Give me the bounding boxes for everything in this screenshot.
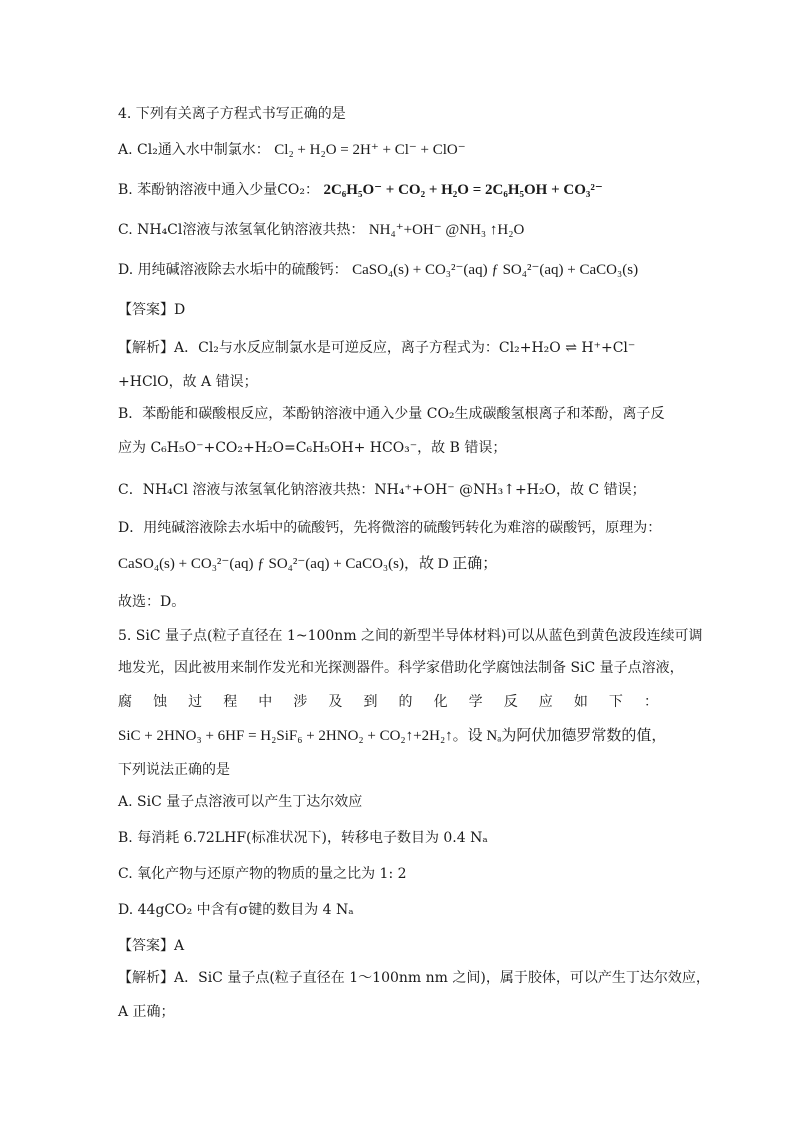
q4-option-b-equation: 2C₆H₅O⁻ + CO₂ + H₂O = 2C₆H₅OH + CO₃²⁻ xyxy=(323,182,603,198)
q4-explanation-d-equation: CaSO₄(s) + CO₃²⁻(aq) ƒ SO₄²⁻(aq) + CaCO₃(s)，故 D 正确； xyxy=(118,556,498,572)
q4-option-d-equation: CaSO₄(s) + CO₃²⁻(aq) ƒ SO₄²⁻(aq) + CaCO₃(s) xyxy=(352,262,639,278)
question-5-equation: SiC + 2HNO₃ + 6HF = H₂SiF₆ + 2HNO₂ + CO₂↑+2H₂↑。设 Nₐ为阿伏加德罗常数的值， xyxy=(118,728,667,744)
q5-answer: 【答案】A xyxy=(118,938,185,954)
q5-explanation-a-cont: A 正确； xyxy=(118,1004,175,1020)
q4-option-c-equation: NH₄⁺+OH⁻ @NH₃ ↑H₂O xyxy=(368,222,525,238)
stem-char: 的 xyxy=(398,694,413,710)
q5-explanation-a: 【解析】A．SiC 量子点(粒子直径在 1～100nm nm 之间)，属于胶体，可以产生丁达尔效应， xyxy=(118,970,710,986)
q5-option-d: D. 44gCO₂ 中含有σ键的数目为 4 Nₐ xyxy=(118,902,354,918)
stem-char: 反 xyxy=(503,694,518,710)
q4-option-d xyxy=(118,260,638,280)
stem-char: 学 xyxy=(468,694,483,710)
stem-char: 过 xyxy=(188,694,203,710)
q4-option-c-text: C. NH₄Cl溶液与浓氢氧化钠溶液共热： xyxy=(118,222,365,238)
question-4-stem: 4. 下列有关离子方程式书写正确的是 xyxy=(118,106,346,122)
q4-explanation-a: 【解析】A．Cl₂与水反应制氯水是可逆反应，离子方程式为：Cl₂+H₂O ⇌ H⁺+Cl⁻ xyxy=(118,340,636,356)
stem-char: 中 xyxy=(258,694,273,710)
stem-char: 应 xyxy=(538,694,553,710)
stem-char: 及 xyxy=(328,694,343,710)
question-5-stem-line-2: 地发光，因此被用来制作发光和光探测器件。科学家借助化学腐蚀法制备 SiC 量子点溶液， xyxy=(118,660,684,676)
q4-explanation-a-cont: +HClO，故 A 错误； xyxy=(118,374,258,390)
q4-option-c xyxy=(118,220,524,240)
q4-explanation-b-cont: 应为 C₆H₅O⁻+CO₂+H₂O=C₆H₅OH+ HCO₃⁻，故 B 错误； xyxy=(118,440,507,456)
stem-char: 程 xyxy=(223,694,238,710)
q5-option-c: C. 氧化产物与还原产物的物质的量之比为 1: 2 xyxy=(118,866,407,882)
question-5-stem-line-1: 5. SiC 量子点(粒子直径在 1~100nm 之间的新型半导体材料)可以从蓝色到黄色波段连续可调 xyxy=(118,628,703,644)
q4-option-d-text: D. 用纯碱溶液除去水垢中的硫酸钙： xyxy=(118,262,348,278)
question-5-stem-line-3 xyxy=(118,692,658,712)
q4-option-a xyxy=(118,140,466,160)
q4-option-a-equation: Cl₂ + H₂O = 2H⁺ + Cl⁻ + ClO⁻ xyxy=(274,142,466,158)
q4-option-a-text: A. Cl₂通入水中制氯水： xyxy=(118,142,270,158)
stem-char: 化 xyxy=(433,694,448,710)
stem-char: ： xyxy=(643,694,658,710)
q4-explanation-d: D．用纯碱溶液除去水垢中的硫酸钙，先将微溶的硫酸钙转化为难溶的碳酸钙，原理为： xyxy=(118,520,662,536)
stem-char: 腐 xyxy=(118,694,132,710)
q4-answer: 【答案】D xyxy=(118,302,186,318)
stem-char: 蚀 xyxy=(153,694,168,710)
question-5-stem-line-5: 下列说法正确的是 xyxy=(118,762,230,778)
q4-explanation-b: B．苯酚能和碳酸根反应，苯酚钠溶液中通入少量 CO₂生成碳酸氢根离子和苯酚，离子反 xyxy=(118,406,665,422)
stem-char: 如 xyxy=(573,694,588,710)
q4-explanation-c: C．NH₄Cl 溶液与浓氢氧化钠溶液共热：NH₄⁺+OH⁻ @NH₃↑+H₂O，故 C 错误； xyxy=(118,482,646,498)
q4-choose: 故选：D。 xyxy=(118,594,186,610)
q5-option-b: B. 每消耗 6.72LHF(标准状况下)，转移电子数目为 0.4 Nₐ xyxy=(118,830,488,846)
stem-char: 涉 xyxy=(293,694,308,710)
q5-option-a: A. SiC 量子点溶液可以产生丁达尔效应 xyxy=(118,794,363,810)
q4-option-b xyxy=(118,180,603,200)
q4-option-b-text: B. 苯酚钠溶液中通入少量CO₂： xyxy=(118,182,319,198)
stem-char: 下 xyxy=(608,694,623,710)
stem-char: 到 xyxy=(363,694,378,710)
